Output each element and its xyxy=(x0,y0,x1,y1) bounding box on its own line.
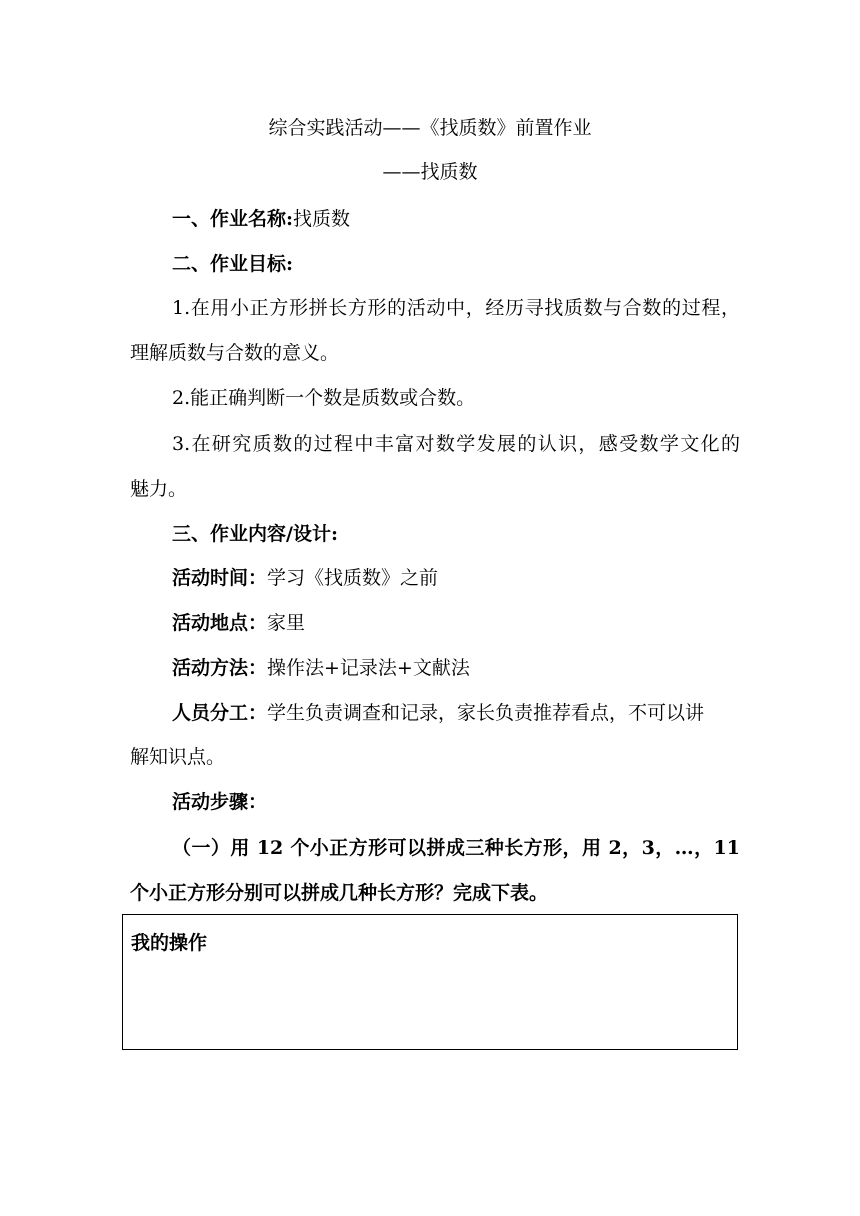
goal-3-line-2: 魅力。 xyxy=(130,478,188,500)
activity-method-label: 活动方法： xyxy=(172,657,268,679)
goal-1-line-2: 理解质数与合数的意义。 xyxy=(130,342,340,364)
section-1 xyxy=(172,207,350,231)
operation-table-header: 我的操作 xyxy=(131,932,208,954)
goal-1-line-1: 1.在用小正方形拼长方形的活动中，经历寻找质数与合数的过程， xyxy=(172,297,740,319)
goal-2: 2.能正确判断一个数是质数或合数。 xyxy=(172,387,476,409)
activity-place xyxy=(172,611,305,635)
activity-steps-label: 活动步骤： xyxy=(172,791,268,813)
activity-method xyxy=(172,656,470,680)
goal-3-line-1: 3.在研究质数的过程中丰富对数学发展的认识，感受数学文化的 xyxy=(172,433,740,455)
staff-division-line-2: 解知识点。 xyxy=(130,746,226,768)
section-1-value: 找质数 xyxy=(293,208,351,230)
staff-division xyxy=(172,701,704,725)
activity-place-label: 活动地点： xyxy=(172,612,268,634)
activity-method-value: 操作法+记录法+文献法 xyxy=(267,657,470,679)
document-subtitle: ——找质数 xyxy=(382,161,478,183)
staff-division-value: 学生负责调查和记录，家长负责推荐看点，不可以讲 xyxy=(267,702,705,724)
staff-division-label: 人员分工： xyxy=(172,702,268,724)
activity-time-value: 学习《找质数》之前 xyxy=(267,567,439,589)
step-1-line-1: （一）用 12 个小正方形可以拼成三种长方形，用 2，3，…，11 xyxy=(172,837,740,859)
activity-time xyxy=(172,566,438,590)
document-title: 综合实践活动——《找质数》前置作业 xyxy=(268,117,592,139)
section-2-heading: 二、作业目标: xyxy=(172,253,294,275)
step-1-line-2: 个小正方形分别可以拼成几种长方形？完成下表。 xyxy=(130,882,549,904)
activity-time-label: 活动时间： xyxy=(172,567,268,589)
activity-place-value: 家里 xyxy=(267,612,306,634)
operation-table xyxy=(122,914,738,1050)
section-3-heading: 三、作业内容/设计: xyxy=(172,523,338,545)
section-1-heading: 一、作业名称: xyxy=(172,208,294,230)
